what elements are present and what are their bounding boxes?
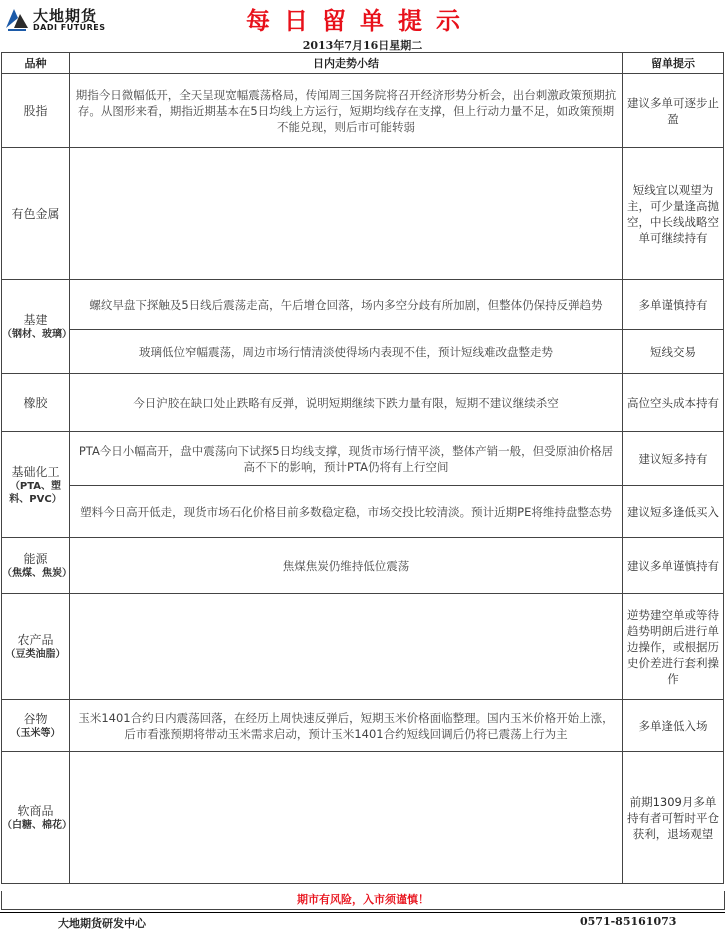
row-summary: 焦煤焦炭仍维持低位震荡 bbox=[70, 538, 623, 594]
row-tip: 建议短多持有 bbox=[623, 432, 724, 486]
row-summary: 期指今日微幅低开，全天呈现宽幅震荡格局，传闻周三国务院将召开经济形势分析会，出台刺激政策预期抗存。从图形来看，期指近期基本在5日均线上方运行，短期均线存在支撑，但上行动力量不足，如政策预期不能兑现，则后市可能转弱 bbox=[70, 74, 623, 148]
row-tip: 建议短多逢低买入 bbox=[623, 486, 724, 538]
row-summary bbox=[70, 148, 623, 280]
table-row bbox=[2, 330, 724, 374]
category-label: 软商品 bbox=[17, 804, 54, 818]
risk-warning: 期市有风险，入市须谨慎！ bbox=[1, 891, 725, 910]
row-tip: 高位空头成本持有 bbox=[623, 374, 724, 432]
category-sublabel: （焦煤、焦炭） bbox=[2, 568, 72, 579]
row-category bbox=[2, 538, 70, 594]
row-tip: 建议多单可逐步止盈 bbox=[623, 74, 724, 148]
row-summary bbox=[70, 752, 623, 884]
table-row bbox=[2, 594, 724, 700]
company-logo-icon bbox=[4, 6, 30, 32]
row-category bbox=[2, 752, 70, 884]
category-sublabel: （白糖、棉花） bbox=[2, 820, 72, 831]
row-summary: 玻璃低位窄幅震荡，周边市场行情清淡使得场内表现不佳，预计短线难改盘整走势 bbox=[70, 330, 623, 374]
row-summary: 塑料今日高开低走，现货市场石化价格目前多数稳定稳，市场交投比较清淡。预计近期PE将维持盘整态势 bbox=[70, 486, 623, 538]
category-label: 橡胶 bbox=[23, 395, 48, 410]
row-category bbox=[2, 374, 70, 432]
category-label: 基建 bbox=[23, 313, 48, 327]
category-sublabel: （豆类油脂） bbox=[5, 649, 66, 660]
row-tip: 短线交易 bbox=[623, 330, 724, 374]
document-header bbox=[0, 0, 725, 36]
row-category bbox=[2, 594, 70, 700]
table-row bbox=[2, 700, 724, 752]
category-label: 有色金属 bbox=[11, 206, 60, 221]
row-tip: 建议多单谨慎持有 bbox=[623, 538, 724, 594]
row-tip: 前期1309月多单持有者可暂时平仓获利，退场观望 bbox=[623, 752, 724, 884]
row-tip: 短线宜以观望为主，可少量逢高抛空，中长线战略空单可继续持有 bbox=[623, 148, 724, 280]
company-logo bbox=[4, 4, 124, 34]
column-header-summary: 日内走势小结 bbox=[70, 53, 623, 74]
category-label: 基础化工 bbox=[11, 464, 60, 479]
row-summary: 玉米1401合约日内震荡回落，在经历上周快速反弹后，短期玉米价格面临整理。国内玉米价格开始上涨，后市看涨预期将带动玉米需求启动，预计玉米1401合约短线回调后仍将已震荡上行为主 bbox=[70, 700, 623, 752]
row-tip: 逆势建空单或等待趋势明朗后进行单边操作，或根据历史价差进行套利操作 bbox=[623, 594, 724, 700]
category-label: 谷物 bbox=[23, 712, 48, 726]
category-label: 股指 bbox=[23, 103, 48, 118]
table-row bbox=[2, 486, 724, 538]
row-tip: 多单谨慎持有 bbox=[623, 280, 724, 330]
row-category bbox=[2, 700, 70, 752]
company-name-en: DADI FUTURES bbox=[33, 23, 106, 32]
table-row bbox=[2, 432, 724, 486]
column-header-tip: 留单提示 bbox=[623, 53, 724, 74]
category-label: 能源 bbox=[23, 552, 48, 566]
daily-tips-table bbox=[1, 52, 724, 884]
row-summary: 今日沪胶在缺口处止跌略有反弹，说明短期继续下跌力量有限，短期不建议继续杀空 bbox=[70, 374, 623, 432]
row-category bbox=[2, 280, 70, 374]
page-title: 每日留单提示 bbox=[246, 6, 474, 35]
row-category bbox=[2, 148, 70, 280]
category-sublabel: （PTA、塑料、PVC） bbox=[9, 480, 62, 505]
report-date: 2013年7月16日星期二 bbox=[302, 39, 423, 52]
table-row bbox=[2, 74, 724, 148]
company-name-cn: 大地期货 bbox=[33, 7, 98, 25]
table-row bbox=[2, 148, 724, 280]
table-row bbox=[2, 538, 724, 594]
row-category bbox=[2, 432, 70, 538]
row-summary: PTA今日小幅高开，盘中震荡向下试探5日均线支撑，现货市场行情平淡，整体产销一般，但受原油价格居高不下的影响，预计PTA仍将有上行空间 bbox=[70, 432, 623, 486]
row-summary bbox=[70, 594, 623, 700]
research-center-name: 大地期货研发中心 bbox=[58, 917, 146, 930]
row-summary: 螺纹早盘下探触及5日线后震荡走高，午后增仓回落，场内多空分歧有所加剧，但整体仍保持反弹趋势 bbox=[70, 280, 623, 330]
category-sublabel: （钢材、玻璃） bbox=[2, 329, 72, 340]
table-row bbox=[2, 280, 724, 330]
category-label: 农产品 bbox=[17, 633, 54, 647]
row-tip: 多单逢低入场 bbox=[623, 700, 724, 752]
table-row bbox=[2, 752, 724, 884]
table-header-row bbox=[2, 53, 724, 74]
column-header-category: 品种 bbox=[2, 53, 70, 74]
category-sublabel: （玉米等） bbox=[10, 728, 61, 739]
row-category bbox=[2, 74, 70, 148]
document-footer bbox=[0, 912, 725, 931]
table-row bbox=[2, 374, 724, 432]
contact-phone: 0571-85161073 bbox=[580, 915, 677, 928]
